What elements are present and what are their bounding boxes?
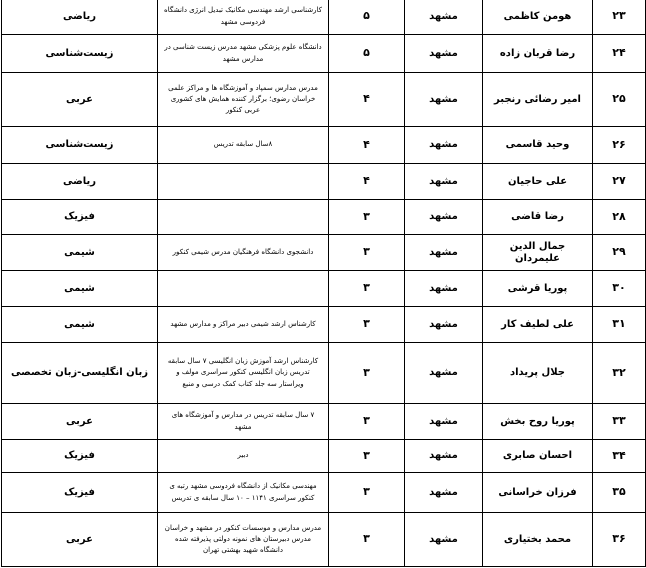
row-number-cell: ۲۷ bbox=[593, 164, 646, 200]
teacher-name-cell: وحید قاسمی bbox=[483, 127, 593, 164]
teacher-name-cell: جمال الدین علیمردان bbox=[483, 235, 593, 271]
description-cell: مدرس مدارس و موسسات کنکور در مشهد و خراسان مدرس دبیرستان های نمونه دولتی پذیرفته شده دانشگاه شهید بهشتی تهران bbox=[158, 513, 329, 567]
subject-cell: عربی bbox=[2, 73, 158, 127]
description-cell: ۷ سال سابقه تدریس در مدارس و آموزشگاه های مشهد bbox=[158, 404, 329, 440]
subject-cell: فیزیک bbox=[2, 440, 158, 473]
city-cell: مشهد bbox=[405, 235, 483, 271]
subject-cell: شیمی bbox=[2, 271, 158, 307]
description-cell: کارشناس ارشد آموزش زبان انگلیسی ۷ سال سابقه تدریس زبان انگلیسی کنکور سراسری مولف و ویراستار سه جلد کتاب کمک درسی و منبع bbox=[158, 343, 329, 404]
table-row bbox=[2, 73, 646, 127]
teacher-name-cell: هومن کاظمی bbox=[483, 0, 593, 35]
years-cell: ۳ bbox=[329, 235, 405, 271]
row-number-cell: ۲۸ bbox=[593, 200, 646, 235]
years-cell: ۳ bbox=[329, 271, 405, 307]
teacher-name-cell: امیر رضائی رنجبر bbox=[483, 73, 593, 127]
row-number-cell: ۳۴ bbox=[593, 440, 646, 473]
description-cell: مدرس مدارس سمپاد و آموزشگاه ها و مراکز علمی خراسان رضوی؛ برگزار کننده همایش های کشوری عربی کنکور bbox=[158, 73, 329, 127]
row-number-cell: ۳۵ bbox=[593, 473, 646, 513]
years-cell: ۳ bbox=[329, 307, 405, 343]
subject-cell: فیزیک bbox=[2, 473, 158, 513]
description-cell: کارشناسی ارشد مهندسی مکانیک تبدیل انرژی دانشگاه فردوسی مشهد bbox=[158, 0, 329, 35]
years-cell: ۳ bbox=[329, 440, 405, 473]
description-cell: دانشجوی دانشگاه فرهنگیان مدرس شیمی کنکور bbox=[158, 235, 329, 271]
subject-cell: ریاضی bbox=[2, 0, 158, 35]
subject-cell: عربی bbox=[2, 404, 158, 440]
subject-cell: شیمی bbox=[2, 235, 158, 271]
teacher-name-cell: پوریا روح بخش bbox=[483, 404, 593, 440]
city-cell: مشهد bbox=[405, 271, 483, 307]
row-number-cell: ۳۰ bbox=[593, 271, 646, 307]
description-cell bbox=[158, 271, 329, 307]
city-cell: مشهد bbox=[405, 440, 483, 473]
row-number-cell: ۳۳ bbox=[593, 404, 646, 440]
description-cell: دانشگاه علوم پزشکی مشهد مدرس زیست شناسی در مدارس مشهد bbox=[158, 35, 329, 73]
description-cell bbox=[158, 200, 329, 235]
teacher-name-cell: پوریا قرشی bbox=[483, 271, 593, 307]
teacher-name-cell: رضا قربان زاده bbox=[483, 35, 593, 73]
table-row bbox=[2, 440, 646, 473]
table-row bbox=[2, 35, 646, 73]
subject-cell: زیست‌شناسی bbox=[2, 35, 158, 73]
teacher-table bbox=[1, 0, 646, 567]
description-cell: کارشناس ارشد شیمی دبیر مراکز و مدارس مشهد bbox=[158, 307, 329, 343]
table-row bbox=[2, 164, 646, 200]
subject-cell: ریاضی bbox=[2, 164, 158, 200]
years-cell: ۳ bbox=[329, 343, 405, 404]
table-row bbox=[2, 235, 646, 271]
years-cell: ۴ bbox=[329, 164, 405, 200]
row-number-cell: ۲۵ bbox=[593, 73, 646, 127]
city-cell: مشهد bbox=[405, 164, 483, 200]
teacher-name-cell: علی حاجیان bbox=[483, 164, 593, 200]
subject-cell: فیزیک bbox=[2, 200, 158, 235]
years-cell: ۳ bbox=[329, 513, 405, 567]
description-cell: مهندسی مکانیک از دانشگاه فردوسی مشهد رتبه ی کنکور سراسری ۱۱۴۱ – ۱۰ سال سابقه ی تدریس bbox=[158, 473, 329, 513]
years-cell: ۳ bbox=[329, 404, 405, 440]
city-cell: مشهد bbox=[405, 343, 483, 404]
table-row bbox=[2, 513, 646, 567]
row-number-cell: ۲۹ bbox=[593, 235, 646, 271]
row-number-cell: ۳۱ bbox=[593, 307, 646, 343]
years-cell: ۵ bbox=[329, 0, 405, 35]
subject-cell: زیست‌شناسی bbox=[2, 127, 158, 164]
years-cell: ۳ bbox=[329, 200, 405, 235]
table-row bbox=[2, 343, 646, 404]
teacher-table-body bbox=[2, 0, 646, 567]
description-cell: ۸سال سابقه تدریس bbox=[158, 127, 329, 164]
row-number-cell: ۳۶ bbox=[593, 513, 646, 567]
subject-cell: عربی bbox=[2, 513, 158, 567]
table-row bbox=[2, 271, 646, 307]
subject-cell: زبان انگلیسی-زبان تخصصی bbox=[2, 343, 158, 404]
teacher-name-cell: محمد بختیاری bbox=[483, 513, 593, 567]
row-number-cell: ۲۳ bbox=[593, 0, 646, 35]
row-number-cell: ۲۴ bbox=[593, 35, 646, 73]
years-cell: ۴ bbox=[329, 127, 405, 164]
table-row bbox=[2, 404, 646, 440]
city-cell: مشهد bbox=[405, 127, 483, 164]
city-cell: مشهد bbox=[405, 73, 483, 127]
city-cell: مشهد bbox=[405, 404, 483, 440]
teacher-name-cell: احسان صابری bbox=[483, 440, 593, 473]
table-row bbox=[2, 473, 646, 513]
description-cell: دبیر bbox=[158, 440, 329, 473]
table-row bbox=[2, 127, 646, 164]
city-cell: مشهد bbox=[405, 473, 483, 513]
table-row bbox=[2, 0, 646, 35]
city-cell: مشهد bbox=[405, 307, 483, 343]
table-row bbox=[2, 200, 646, 235]
teacher-name-cell: جلال پریداد bbox=[483, 343, 593, 404]
table-row bbox=[2, 307, 646, 343]
row-number-cell: ۲۶ bbox=[593, 127, 646, 164]
city-cell: مشهد bbox=[405, 200, 483, 235]
teacher-name-cell: فرزان خراسانی bbox=[483, 473, 593, 513]
city-cell: مشهد bbox=[405, 35, 483, 73]
city-cell: مشهد bbox=[405, 513, 483, 567]
years-cell: ۳ bbox=[329, 473, 405, 513]
row-number-cell: ۳۲ bbox=[593, 343, 646, 404]
years-cell: ۴ bbox=[329, 73, 405, 127]
teacher-name-cell: رضا قاضی bbox=[483, 200, 593, 235]
description-cell bbox=[158, 164, 329, 200]
years-cell: ۵ bbox=[329, 35, 405, 73]
city-cell: مشهد bbox=[405, 0, 483, 35]
subject-cell: شیمی bbox=[2, 307, 158, 343]
teacher-name-cell: علی لطیف کار bbox=[483, 307, 593, 343]
